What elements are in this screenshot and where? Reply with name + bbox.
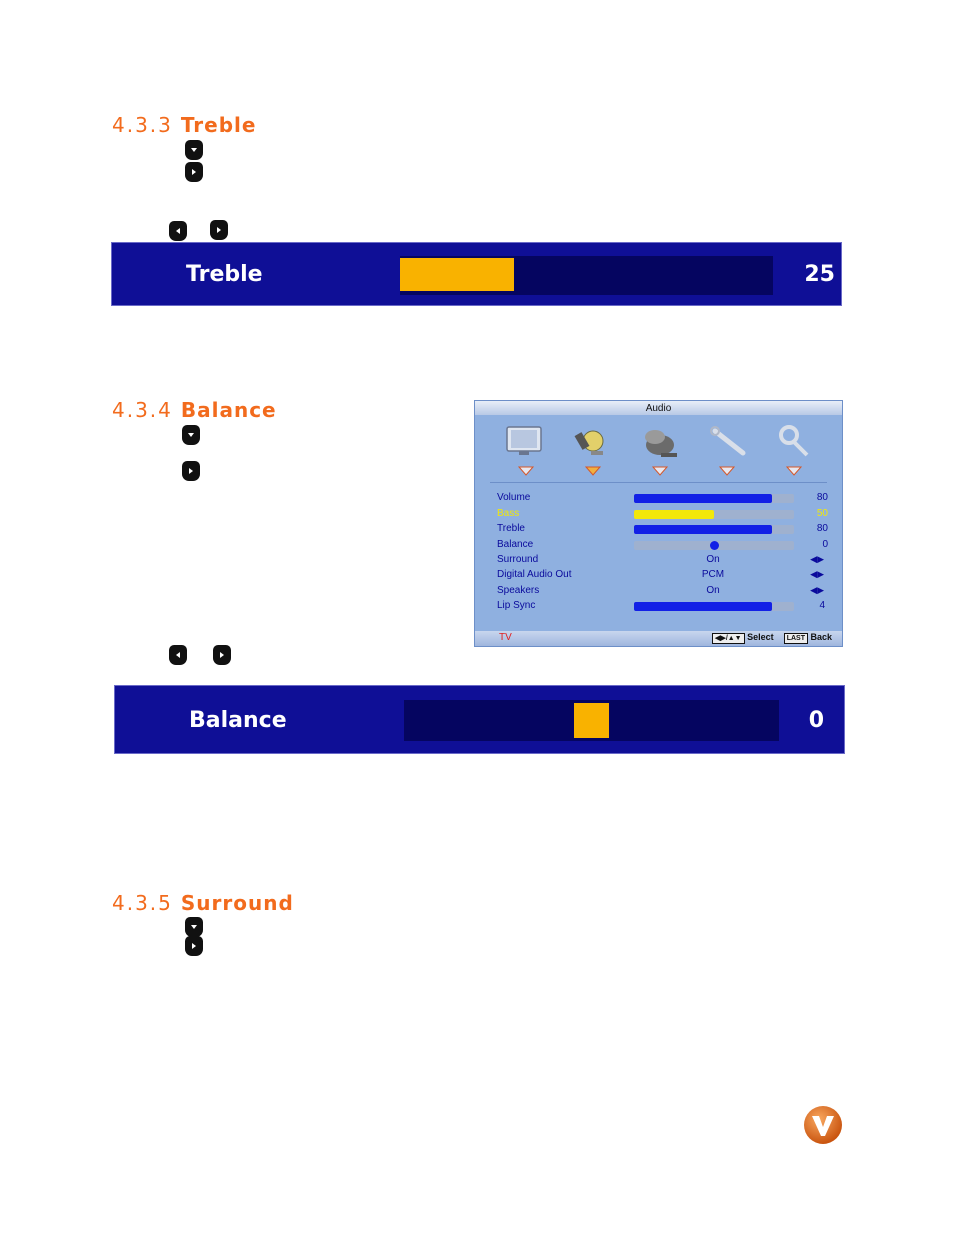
section-title: Surround [180,891,294,915]
section-title: Balance [180,398,277,422]
section-number: 4.3.4 [112,398,173,422]
menu-value: 50 [816,508,828,519]
tv-picture-icon [507,427,541,455]
treble-bar-label: Treble [186,262,263,287]
volume-slider [634,494,794,503]
menu-value: 80 [816,523,828,534]
menu-value: 0 [822,539,828,550]
section-heading-balance [112,398,277,422]
wrench-icon [711,427,743,453]
right-key-icon [185,162,203,182]
lip-sync-slider-fill [634,602,772,611]
bass-slider [634,510,794,519]
menu-label: Volume [497,492,531,503]
left-right-arrows-icon: ◀▶ [810,569,824,579]
treble-slider-fill [634,525,772,534]
right-key-icon [213,645,231,665]
select-hint: Select [747,632,774,642]
balance-bar-label: Balance [189,708,287,733]
treble-fill [400,258,514,291]
menu-value: 4 [819,600,825,611]
treble-bar-value: 25 [804,262,835,287]
audio-menu-screenshot [474,400,843,647]
balance-indicator [574,703,609,738]
menu-label: Speakers [497,585,540,596]
menu-option-value: On [706,554,720,565]
balance-track [404,700,779,741]
audio-speaker-icon [575,431,603,455]
menu-label: Bass [497,508,520,519]
nav-keys-icon: ◀▶/▲▼ [712,633,745,644]
section-number: 4.3.5 [112,891,173,915]
balance-slider [634,541,794,550]
menu-label: Surround [497,554,539,565]
audio-menu-title: Audio [645,403,672,414]
balance-slider-knob [710,541,719,550]
section-heading-treble [112,113,256,137]
balance-level-bar [114,685,845,754]
menu-label: Balance [497,539,534,550]
menu-option-value: On [706,585,720,596]
left-right-arrows-icon: ◀▶ [810,585,824,595]
brand-logo-icon [803,1105,843,1145]
selector-arrows [519,467,801,475]
left-key-icon [169,221,187,241]
section-number: 4.3.3 [112,113,173,137]
menu-icon-row [475,419,842,479]
treble-slider [634,525,794,534]
right-key-icon [185,936,203,956]
menu-label: Digital Audio Out [497,569,572,580]
volume-slider-fill [634,494,772,503]
treble-track [400,256,773,295]
right-key-icon [182,461,200,481]
back-hint: Back [810,632,832,642]
treble-level-bar [111,242,842,306]
right-key-icon [210,220,228,240]
left-key-icon [169,645,187,665]
down-key-icon [185,140,203,160]
menu-option-value: PCM [701,569,725,580]
menu-footer-hints [712,632,832,644]
menu-value: 80 [816,492,828,503]
down-key-icon [185,917,203,937]
menu-source-label: TV [499,632,512,643]
down-key-icon [182,425,200,445]
section-heading-surround [112,891,294,915]
menu-label: Treble [497,523,525,534]
section-title: Treble [180,113,257,137]
lip-sync-slider [634,602,794,611]
menu-label: Lip Sync [497,600,536,611]
balance-bar-value: 0 [808,708,824,733]
bass-slider-fill [634,510,714,519]
key-tool-icon [781,427,807,455]
last-key-icon: LAST [784,633,808,644]
left-right-arrows-icon: ◀▶ [810,554,824,564]
satellite-icon [645,430,677,457]
